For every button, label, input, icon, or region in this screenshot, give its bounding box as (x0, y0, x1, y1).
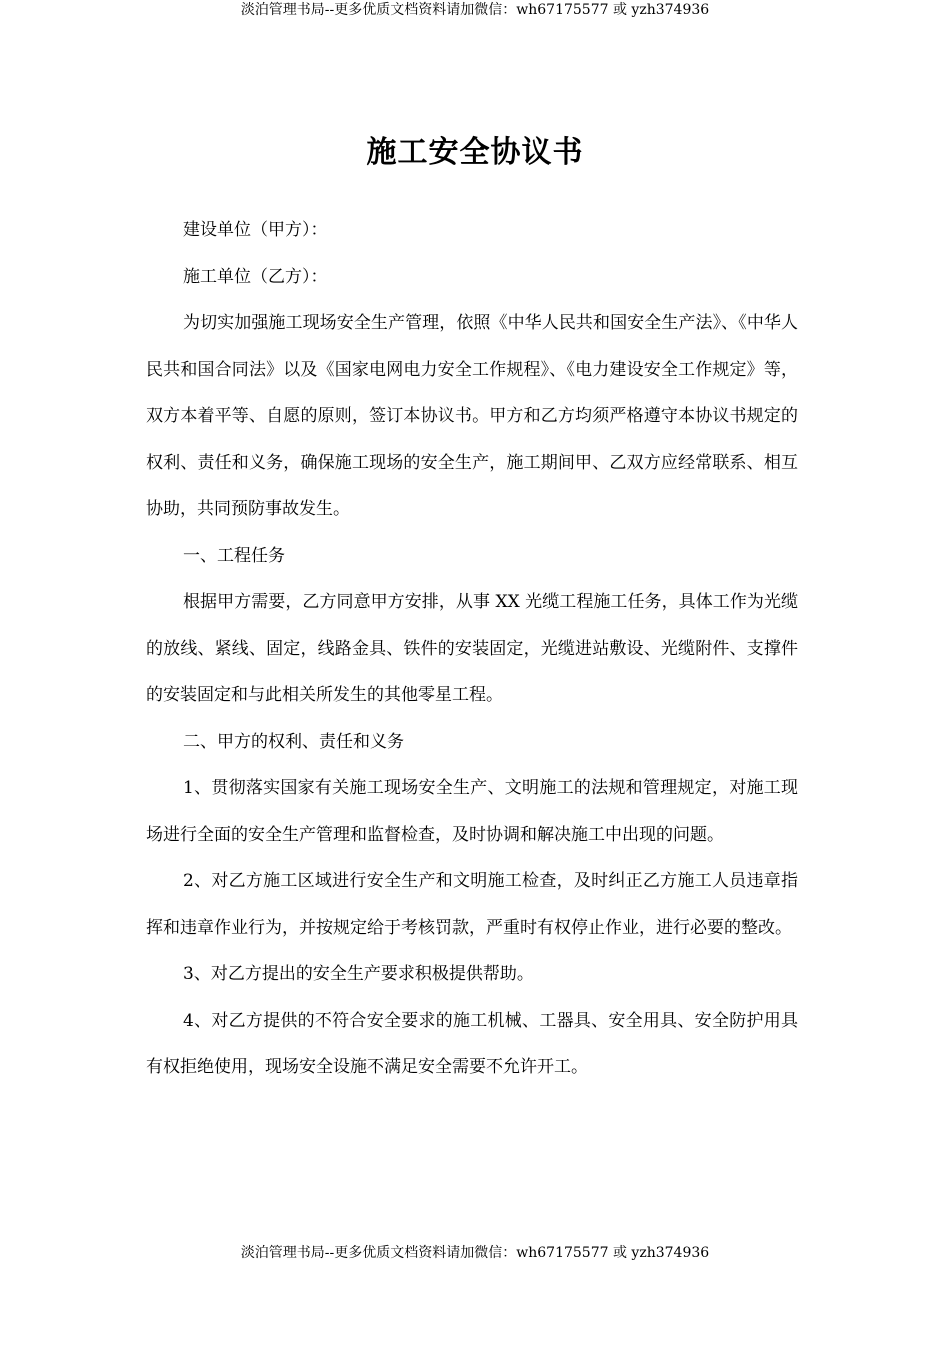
party-a-line: 建设单位（甲方）： (183, 220, 328, 240)
document-title: 施工安全协议书 (366, 135, 584, 170)
section-2-heading: 二、甲方的权利、责任和义务 (183, 731, 404, 752)
section-1-heading: 一、工程任务 (183, 545, 285, 566)
page-header: 淡泊管理书局--更多优质文档资料请加微信：wh67175577 或 yzh374936 (240, 2, 710, 18)
section-1-paragraph: 根据甲方需要，乙方同意甲方安排，从事 XX 光缆工程施工任务，具体工作为光缆的放线、紧线、固定，线路金具、铁件的安装固定，光缆进站敷设、光缆附件、支撑件的安装固定和与此相关所发生的其他零星工程。 (146, 592, 798, 705)
section-2-item-1: 1、贯彻落实国家有关施工现场安全生产、文明施工的法规和管理规定，对施工现场进行全面的安全生产管理和监督检查，及时协调和解决施工中出现的问题。 (146, 778, 798, 845)
section-2-item-3: 3、对乙方提出的安全生产要求积极提供帮助。 (183, 964, 534, 984)
section-2-item-2: 2、对乙方施工区域进行安全生产和文明施工检查，及时纠正乙方施工人员违章指挥和违章作业行为，并按规定给于考核罚款，严重时有权停止作业，进行必要的整改。 (146, 871, 798, 938)
page-footer: 淡泊管理书局--更多优质文档资料请加微信：wh67175577 或 yzh374936 (240, 1245, 710, 1261)
document-body (146, 207, 798, 1091)
party-b-line: 施工单位（乙方）： (183, 266, 328, 287)
section-2-item-4: 4、对乙方提供的不符合安全要求的施工机械、工器具、安全用具、安全防护用具有权拒绝使用，现场安全设施不满足安全需要不允许开工。 (146, 1010, 798, 1077)
intro-paragraph: 为切实加强施工现场安全生产管理，依照《中华人民共和国安全生产法》、《中华人民共和国合同法》以及《国家电网电力安全工作规程》、《电力建设安全工作规定》等，双方本着平等、自愿的原则，签订本协议书。甲方和乙方均须严格遵守本协议书规定的权利、责任和义务，确保施工现场的安全生产，施工期间甲、乙双方应经常联系、相互协助，共同预防事故发生。 (146, 313, 798, 519)
